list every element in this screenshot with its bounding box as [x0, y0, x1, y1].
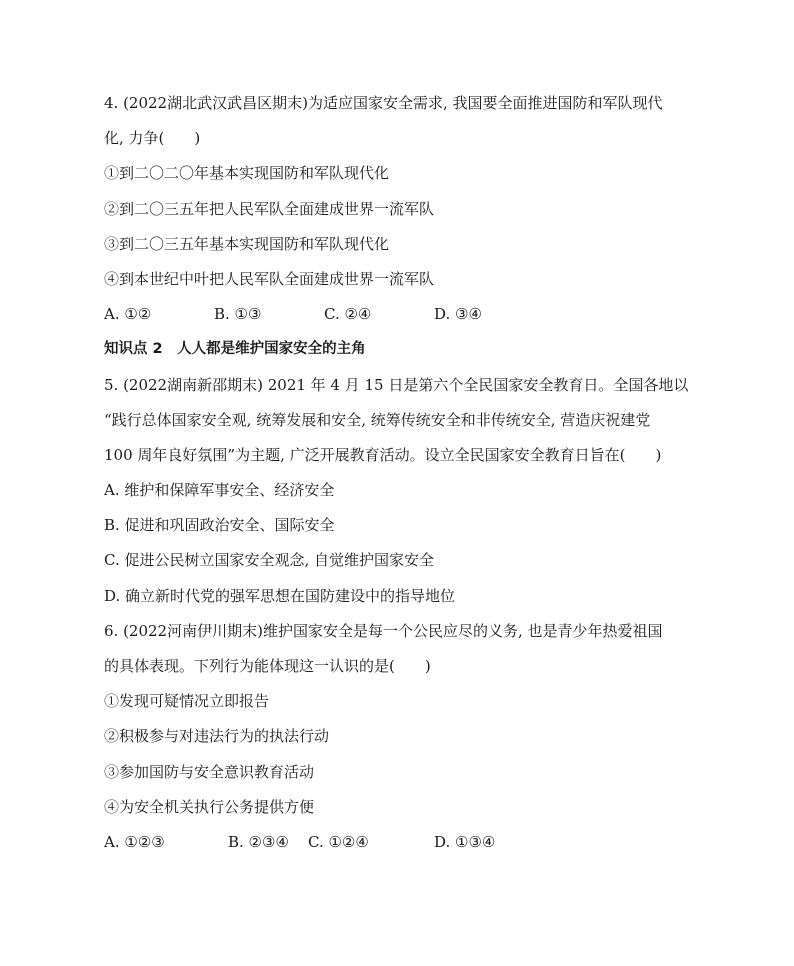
question-6-options [104, 825, 694, 860]
question-5 [104, 368, 694, 614]
question-6-option-b: B. ②③④ [228, 832, 289, 851]
question-6-item-2: ②积极参与对违法行为的执法行动 [104, 727, 330, 746]
question-4-item-1: ①到二〇二〇年基本实现国防和军队现代化 [104, 164, 390, 183]
question-5-stem-line-2: “践行总体国家安全观, 统筹发展和安全, 统筹传统安全和非传统安全, 营造庆祝建党 [104, 410, 651, 429]
question-5-stem-line-3: 100 周年良好氛围”为主题, 广泛开展教育活动。设立全民国家安全教育日旨在( ) [104, 445, 662, 464]
question-5-option-c: C. 促进公民树立国家安全观念, 自觉维护国家安全 [104, 551, 435, 570]
question-6 [104, 614, 694, 860]
question-5-option-d: D. 确立新时代党的强军思想在国防建设中的指导地位 [104, 586, 456, 605]
document-page [104, 86, 694, 860]
section-heading: 知识点 2 人人都是维护国家安全的主角 [104, 341, 366, 358]
question-4-option-b: B. ①③ [214, 305, 262, 324]
question-4 [104, 86, 694, 332]
question-4-item-4: ④到本世纪中叶把人民军队全面建成世界一流军队 [104, 269, 435, 288]
question-6-item-1: ①发现可疑情况立即报告 [104, 692, 270, 711]
question-6-option-a: A. ①②③ [104, 832, 165, 851]
question-6-option-d: D. ①③④ [434, 832, 496, 851]
question-4-options [104, 297, 694, 332]
question-4-option-a: A. ①② [104, 305, 152, 324]
question-6-stem-line-1: 6. (2022河南伊川期末)维护国家安全是每一个公民应尽的义务, 也是青少年热爱祖国 [104, 621, 663, 640]
question-4-stem-line-2: 化, 力争( ) [104, 129, 201, 148]
question-4-option-d: D. ③④ [434, 305, 482, 324]
question-6-option-c: C. ①②④ [308, 832, 369, 851]
question-5-option-b: B. 促进和巩固政治安全、国际安全 [104, 516, 335, 535]
question-4-item-3: ③到二〇三五年基本实现国防和军队现代化 [104, 234, 390, 253]
question-6-stem-line-2: 的具体表现。下列行为能体现这一认识的是( ) [104, 657, 431, 675]
question-4-stem-line-1: 4. (2022湖北武汉武昌区期末)为适应国家安全需求, 我国要全面推进国防和军队现代 [104, 94, 663, 112]
question-6-item-4: ④为安全机关执行公务提供方便 [104, 797, 315, 816]
question-4-item-2: ②到二〇三五年把人民军队全面建成世界一流军队 [104, 199, 435, 218]
question-5-stem-line-1: 5. (2022湖南新邵期末) 2021 年 4 月 15 日是第六个全民国家安全教育日。全国各地以 [104, 375, 689, 394]
question-4-option-c: C. ②④ [324, 305, 372, 324]
question-6-item-3: ③参加国防与安全意识教育活动 [104, 762, 315, 781]
question-5-option-a: A. 维护和保障军事安全、经济安全 [104, 481, 335, 500]
